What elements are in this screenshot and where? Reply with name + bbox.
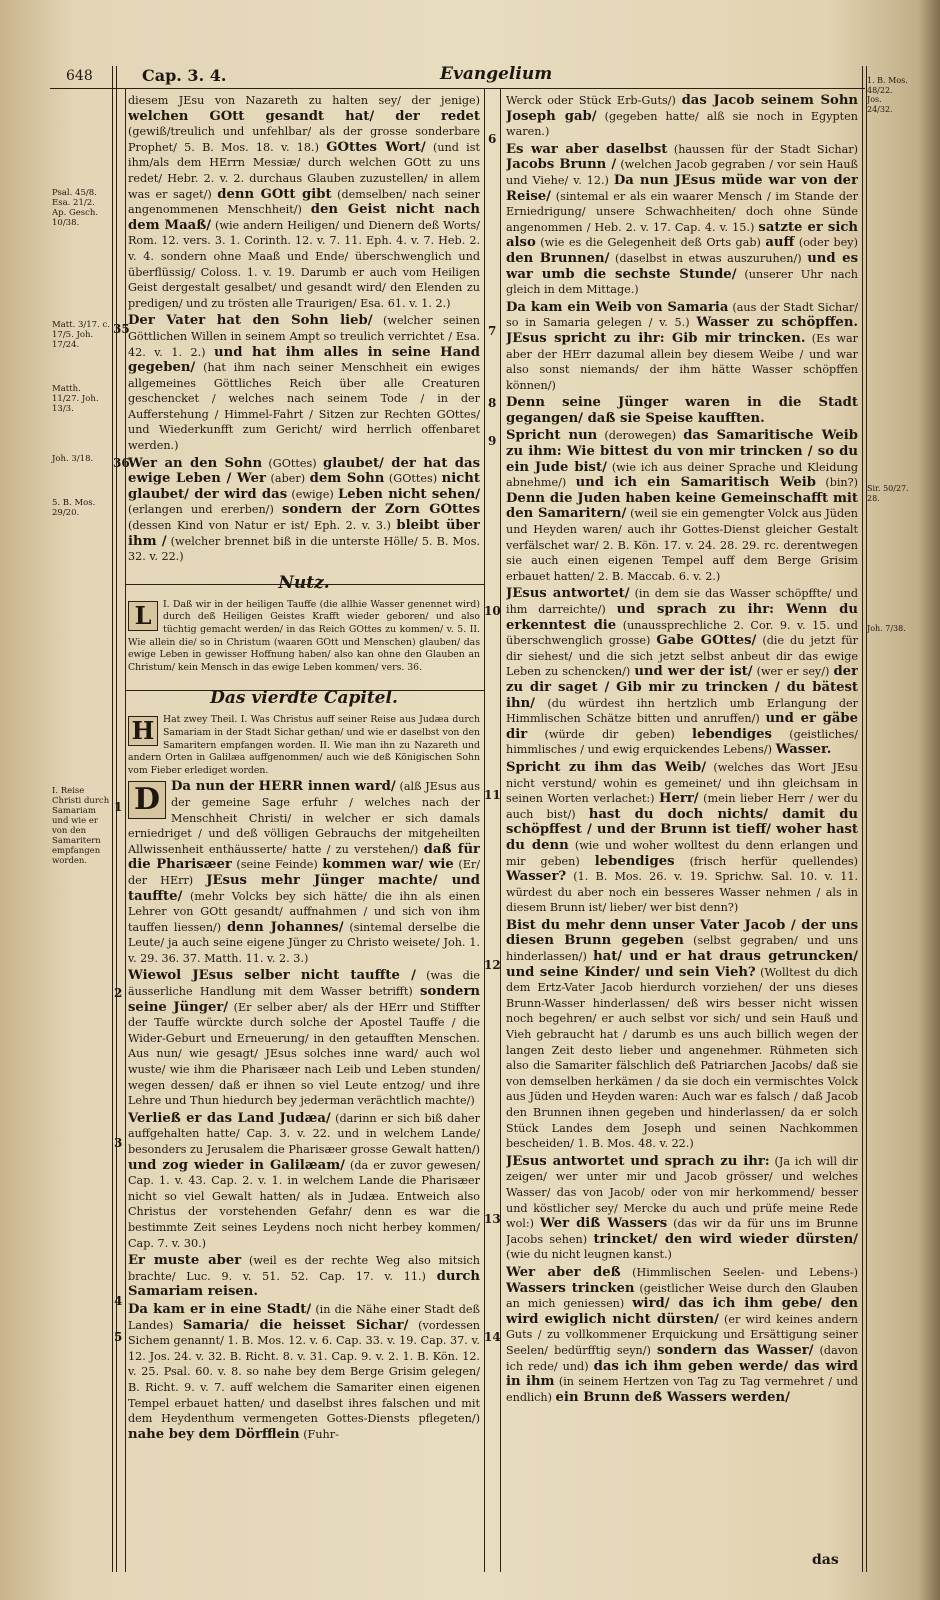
verse-13: JEsus antwortet und sprach zu ihr: (Ja ich will dir zeigen/ wer unter mir und Jacob grösser/ und welches Wasser/ das von Jacob/ oder von mir herkommend/ besser und köstlicher sey/ Mercke du auch und prüfe meine Rede wol:) Wer diß Wassers (das wir da für uns im Brunne Jacobs sehen) trincket/ den wird wieder dürsten/ (wie du nicht leugnen kanst.) [506, 1153, 858, 1262]
header-rule [50, 88, 865, 89]
gutter-shadow [918, 0, 940, 1600]
verse-36: Wer an den Sohn (GOttes) glaubet/ der hat das ewige Leben / Wer (aber) dem Sohn (GOttes) nicht glaubet/ der wird das (ewige) Leben nicht sehen/ (erlangen und ererben/) sondern der Zorn GOttes (dessen Kind von Natur er ist/ Eph. 2. v. 3.) bleibt über ihm / (welcher brennet biß in die unterste Hölle/ 5. B. Mos. 32. v. 22.) [128, 455, 480, 564]
chapter-heading: Das vierdte Capitel. [210, 688, 398, 709]
verse-8: Denn seine Jünger waren in die Stadt gegangen/ daß sie Speise kaufften. [506, 395, 858, 426]
verse-divider-left [125, 88, 126, 1572]
margin-note: Matth. 11/27. Joh. 13/3. [52, 384, 99, 414]
verse-11: Spricht zu ihm das Weib/ (welches das Wort JEsu nicht verstund/ wohin es gemeinet/ und ihn gleichsam in seinen Worten verlachet:) Herr/ (mein lieber Herr / wer du auch bist/) hast du doch nichts/ damit du schöpffest / und der Brunn ist tieff/ woher hast du denn (wie und woher wolltest du denn erlangen und mir geben) lebendiges (frisch herfür quellendes) Wasser? (1. B. Mos. 26. v. 19. Sprichw. Sal. 10. v. 11. würdest du aber noch ein besseres Wasser nehmen / als in diesem Brunn ist/ lieber/ wer bist denn?) [506, 759, 858, 915]
verse-number: 12 [484, 958, 501, 972]
verse-number: 13 [484, 1212, 501, 1226]
verse-5-continued: Werck oder Stück Erb-Guts/) das Jacob seinem Sohn Joseph gab/ (gegeben hatte/ alß sie noch in Egypten waren.) [506, 93, 858, 139]
right-column [506, 93, 858, 1551]
column-divider-right [500, 88, 501, 1572]
drop-cap-letter: H [128, 716, 158, 746]
verse-4: Er muste aber (weil es der rechte Weg also mitsich brachte/ Luc. 9. v. 51. 52. Cap. 17. v. 11.) durch Samariam reisen. [128, 1253, 480, 1300]
chapter-label: Cap. 3. 4. [142, 66, 227, 85]
verse-3: Verließ er das Land Judæa/ (darinn er sich biß daher auffgehalten hatte/ Cap. 3. v. 22. und in welchem Lande/ besonders zu Jerusalem die Pharisæer grosse Gewalt hatten/) und zog wieder in Galilæam/ (da er zuvor gewesen/ Cap. 1. v. 43. Cap. 2. v. 1. in welchem Lande die Pharisæer nicht so viel Gewalt hatten/ als in Judæa. Entweich also Christus der vorstehenden Gefahr/ denn es war die bestimmte Zeit seines Leydens noch nicht herbey kommen/ Cap. 7. v. 30.) [128, 1110, 480, 1250]
nutz-text: L I. Daß wir in der heiligen Tauffe (die allhie Wasser genennet wird) durch deß Heiligen Geistes Krafft wieder geboren/ und also tüchtig gemacht werden/ in das Reich GOttes zu kommen/ v. 5. II. Wie allein die/ so in Christum (waaren GOtt und Menschen) glauben/ das ewige Leben in gewisser Hoffnung haben/ also kan ohne den Glauben an Christum/ kein Mensch in das ewige Leben kommen/ vers. 36. [128, 598, 480, 673]
catchword: das [812, 1552, 839, 1568]
verse-12: Bist du mehr denn unser Vater Jacob / der uns diesen Brunn gegeben (selbst gegraben/ und uns hinderlassen/) hat/ und er hat draus getruncken/ und seine Kinder/ und sein Vieh? (Wolltest du dich dem Ertz-Vater Jacob hierdurch vorziehen/ der uns dieses Brunn-Wasser hinderlassen/ deß wirs besser nicht wissen noch begehren/ er auch selbst vor sich/ und sein Hauß und Vieh gebraucht hat / darumb es uns auch billich wegen der langen Zeit desto lieber und angenehmer. Rühmeten sich also die Samariter fälschlich deß Patriarchen Jacobs/ daß sie von demselben herkämen / da sie doch ein vermischtes Volck aus Jüden und Heyden waren: Auch war es falsch / daß Jacob den Brunnen ihnen gegeben und hinderlassen/ da er solch Stück Landes dem Joseph und seinen Nachkommen bescheiden/ 1. B. Mos. 48. v. 22.) [506, 917, 858, 1151]
verse-number: 3 [114, 1136, 123, 1150]
chapter-summary: H Hat zwey Theil. I. Was Christus auff seiner Reise aus Judæa durch Samariam in der Stadt Sichar gethan/ und wie er daselbst von den Samaritern empfangen worden. II. Wie man ihn zu Nazareth und andern Orten in Galilæa auffgenommen/ auch wie deß Königischen Sohn vom Fieber erlediget worden. [128, 714, 480, 776]
running-title: Evangelium [440, 64, 553, 84]
verse-number: 10 [484, 604, 501, 618]
verse-number: 36 [113, 456, 130, 470]
margin-note: 5. B. Mos. 29/20. [52, 498, 96, 518]
verse-2: Wiewol JEsus selber nicht tauffte / (was die äusserliche Handlung mit dem Wasser betrifft) sondern seine Jünger/ (Er selber aber/ als der HErr und Stiffter der Tauffe würckte durch solche der Apostel Tauffe / die Wider-Geburt und Erneuerung/ in den getaufften Menschen. Aus nun/ wie gesagt/ JEsus solches inne ward/ auch wol wuste/ wie ihm die Pharisæer nach Leib und Leben stunden/ wegen dessen/ daß er ihnen so viel Leute entzog/ und ihre Lehre und Thun hiedurch bey jederman verächtlich machte/) [128, 968, 480, 1108]
nutz-heading: Nutz. [278, 572, 330, 593]
verse-5: Da kam er in eine Stadt/ (in die Nähe einer Stadt deß Landes) Samaria/ die heisset Sichar/ (vordessen Sichem genannt/ 1. B. Mos. 12. v. 6. Cap. 33. v. 19. Cap. 37. v. 12. Jos. 24. v. 32. B. Richt. 8. v. 31. Cap. 9. v. 2. 1. B. Kön. 12. v. 25. Psal. 60. v. 8. so nahe bey dem Berge Grisim gelegen/ B. Richt. 9. v. 7. auff welchem die Samariter einen eigenen Tempel erbauet hatten/ und daselbst ihres falschen und mit dem Heydenthum vermengeten Gottes-Diensts pflegeten/) nahe bey dem Dörfflein (Fuhr- [128, 1301, 480, 1442]
page-number: 648 [66, 68, 93, 84]
verse-number: 4 [114, 1294, 123, 1308]
margin-note: 1. B. Mos. 48/22. Jos. 24/32. [867, 76, 908, 114]
verse-number: 8 [488, 396, 497, 410]
verse-9: Spricht nun (derowegen) das Samaritische Weib zu ihm: Wie bittest du von mir trincken / so du ein Jude bist/ (wie ich aus deiner Sprache und Kleidung abnehme/) und ich ein Samaritisch Weib (bin?) Denn die Juden haben keine Gemeinschafft mit den Samaritern/ (weil sie ein gemengter Volck aus Jüden und Heyden waren/ auch ihr Gottes-Dienst gleicher Gestalt verfälschet war/ 2. B. Kön. 17. v. 24. 28. 29. rc. derentwegen sie auch einen eigenen Tempel auff dem Berge Grisim erbauet hatten/ 2. B. Maccab. 6. v. 2.) [506, 428, 858, 583]
drop-cap-letter: D [128, 781, 166, 819]
verse-number: 6 [488, 132, 497, 146]
verse-number: 9 [488, 434, 497, 448]
verse-10: JEsus antwortet/ (in dem sie das Wasser schöpffte/ und ihm darreichte/) und sprach zu ihr: Wenn du erkenntest die (unaussprechliche 2. Cor. 9. v. 15. und überschwenglich grosse) Gabe GOttes/ (die du jetzt für dir siehest/ und die sich jetzt selbst anbeut dir das ewige Leben zu schencken/) und wer der ist/ (wer er sey/) der zu dir saget / Gib mir zu trincken / du bätest ihn/ (du würdest ihn hertzlich umb Erlangung der Himmlischen Schätze bitten und anruffen/) und er gäbe dir (würde dir geben) lebendiges (geistliches/ himmlisches / und ewig erquickendes Lebens/) Wasser. [506, 586, 858, 758]
verse-35: Der Vater hat den Sohn lieb/ (welcher seinen Göttlichen Willen in seinem Ampt so treulich verrichtet / Esa. 42. v. 1. 2.) und hat ihm alles in seine Hand gegeben/ (hat ihm nach seiner Menschheit ein ewiges allgemeines Göttliches Reich über alle Creaturen geschencket / welches nach seinem Tode / in der Aufferstehung / Himmel-Fahrt / Sitzen zur Rechten GOttes/ und Wiederkunfft zum Gericht/ wird herrlich offenbaret werden.) [128, 313, 480, 453]
verse-14: Wer aber deß (Himmlischen Seelen- und Lebens-) Wassers trincken (geistlicher Weise durch den Glauben an mich geniessen) wird/ das ich ihm gebe/ den wird ewiglich nicht dürsten/ (er wird keines andern Guts / zu vollkommener Erquickung und Ersättigung seiner Seelen/ bedürfftig seyn/) sondern das Wasser/ (davon ich rede/ und) das ich ihm geben werde/ das wird in ihm (in seinem Hertzen von Tag zu Tag vermehret / und endlich) ein Brunn deß Wassers werden/ [506, 1264, 858, 1405]
verse-number: 14 [484, 1330, 501, 1344]
verse-6: Es war aber daselbst (haussen für der Stadt Sichar) Jacobs Brunn / (welchen Jacob gegraben / vor sein Hauß und Viehe/ v. 12.) Da nun JEsus müde war von der Reise/ (sintemal er als ein waarer Mensch / im Stande der Erniedrigung/ unsere Schwachheiten/ doch ohne Sünde angenommen / Heb. 2. v. 17. Cap. 4. v. 15.) satzte er sich also (wie es die Gelegenheit deß Orts gab) auff (oder bey) den Brunnen/ (daselbst in etwas auszuruhen/) und es war umb die sechste Stunde/ (unserer Uhr nach gleich in dem Mittage.) [506, 141, 858, 297]
margin-note: Psal. 45/8. Esa. 21/2. Ap. Gesch. 10/38. [52, 188, 99, 228]
verse-number: 11 [484, 788, 501, 802]
margin-note: Matt. 3/17. c. 17/5. Joh. 17/24. [52, 320, 110, 350]
verse-7: Da kam ein Weib von Samaria (aus der Stadt Sichar/ so in Samaria gelegen / v. 5.) Wasser zu schöpffen. JEsus spricht zu ihr: Gib mir trincken. (Es war aber der HErr dazumal allein bey diesem Weibe / und war also sonst niemands/ der ihm hätte Wasser schöpffen können/) [506, 299, 858, 392]
margin-note: Joh. 3/18. [52, 454, 94, 464]
verse-number: 7 [488, 324, 497, 338]
verse-number: 35 [113, 322, 130, 336]
left-column [128, 93, 480, 1571]
verse-34-continued: diesem JEsu von Nazareth zu halten sey/ der jenige) welchen GOtt gesandt hat/ der redet (gewiß/treulich und unfehlbar/ als der grosse sonderbare Prophet/ 5. B. Mos. 18. v. 18.) GOttes Wort/ (und ist ihm/als dem HErrn Messiæ/ durch welchen GOtt zu uns redet/ Hebr. 2. v. 2. durchaus Glauben zuzustellen/ in allem was er saget/) denn GOtt gibt (demselben/ nach seiner angenommenen Menschheit/) den Geist nicht nach dem Maaß/ (wie andern Heiligen/ und Dienern deß Worts/ Rom. 12. vers. 3. 1. Corinth. 12. v. 7. 11. Eph. 4. v. 7. Heb. 2. v. 4. sondern ohne Maaß und Ende/ überschwenglich und überflüssig/ Coloss. 1. v. 19. Darumb er auch vom Heiligen Geist dergestalt gesalbet/ und gesandt wird/ den Elenden zu predigen/ und zu trösten alle Traurigen/ Esa. 61. v. 1. 2.) [128, 94, 480, 310]
margin-note: I. Reise Christi durch Samariam und wie er von den Samaritern empfangen worden. [52, 786, 110, 866]
margin-divider-right [862, 66, 867, 1572]
column-divider-left [484, 88, 485, 1572]
margin-note: Joh. 7/38. [867, 624, 906, 633]
margin-divider-left [112, 66, 117, 1572]
verse-number: 5 [114, 1330, 123, 1344]
verse-number: 2 [114, 986, 123, 1000]
drop-cap-letter: L [128, 601, 158, 631]
verse-1: D Da nun der HERR innen ward/ (alß JEsus aus der gemeine Sage erfuhr / welches nach der Menschheit Christi/ in welcher er sich damals erniedriget / und deß völligen Gebrauchs der mitgeheilten Allwissenheit enthäusserte/ hatte / zu verstehen/) daß für die Pharisæer (seine Feinde) kommen war/ wie (Er/ der HErr) JEsus mehr Jünger machte/ und tauffte/ (mehr Volcks bey sich hätte/ die ihn als einen Lehrer von GOtt gesandt/ auffnahmen / und sich von ihm tauffen liessen/) denn Johannes/ (sintemal derselbe die Leute/ ja auch seine eigene Jünger zu Christo weisete/ Joh. 1. v. 29. 36. 37. Matth. 11. v. 2. 3.) [128, 779, 480, 965]
margin-note: Sir. 50/27. 28. [867, 484, 909, 503]
verse-number: 1 [114, 800, 123, 814]
